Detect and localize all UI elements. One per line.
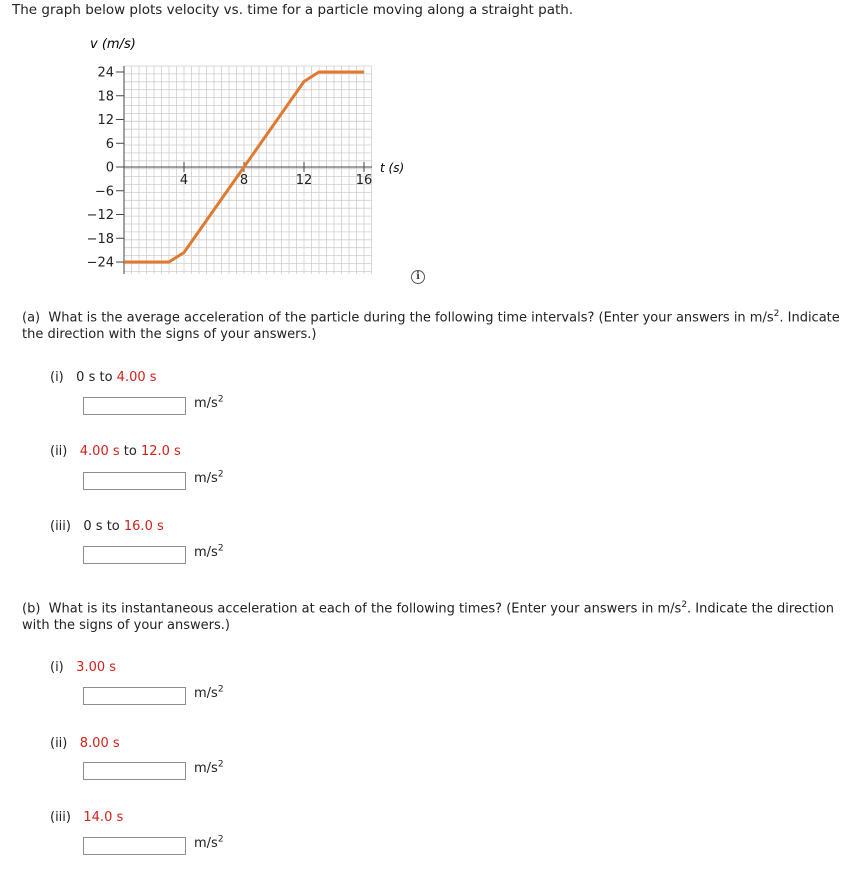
y-axis-label: v (m/s) [90, 37, 136, 52]
part-a-i-answer-input[interactable] [83, 397, 186, 415]
part-b-label: (b) [22, 601, 41, 617]
x-tick-label: 12 [295, 173, 313, 188]
info-icon[interactable]: i [411, 270, 425, 284]
x-tick-label: 16 [355, 173, 373, 188]
x-axis-label: t (s) [380, 161, 405, 175]
y-tick-label: −12 [86, 208, 114, 223]
part-b-question: (b) What is its instantaneous acceleration at each of the following times? (Enter your answers in $m/s^2$. Indicate the direction with the signs of your answers.) [22, 600, 835, 634]
x-tick-label: 4 [179, 173, 189, 188]
part-a-ii-unit: $m/s^2$ [194, 469, 224, 486]
part-b-item-2: (ii) 8.00 s [50, 736, 120, 751]
y-tick-label: 6 [105, 136, 114, 152]
velocity-time-graph [0, 0, 862, 300]
part-b-i-answer-input[interactable] [83, 687, 186, 705]
part-a-question: (a) What is the average acceleration of the particle during the following time intervals? (Enter your answers in $m/s^2$. Indicate the direction with the signs of your answers.) [22, 309, 840, 343]
part-b-ii-answer-input[interactable] [83, 762, 186, 780]
x-tick-label: 8 [239, 173, 249, 188]
y-tick-label: 24 [97, 65, 114, 81]
part-a-i-unit: $m/s^2$ [194, 394, 224, 411]
part-b-iii-answer-input[interactable] [83, 837, 186, 855]
part-a-item-2: (ii) 4.00 s to 12.0 s [50, 444, 181, 459]
part-a-iii-unit: $m/s^2$ [194, 543, 224, 560]
part-a-item-3: (iii) 0 s to 16.0 s [50, 519, 164, 534]
y-tick-label: −24 [86, 255, 114, 271]
part-b-item-3: (iii) 14.0 s [50, 810, 124, 825]
y-tick-label: 18 [97, 89, 114, 105]
y-tick-label: −6 [94, 184, 114, 200]
part-b-i-unit: $m/s^2$ [194, 684, 224, 701]
y-tick-label: 0 [105, 160, 114, 176]
part-a-ii-answer-input[interactable] [83, 472, 186, 490]
problem-intro: The graph below plots velocity vs. time for a particle moving along a straight path. [12, 2, 574, 18]
part-a-item-1: (i) 0 s to 4.00 s [50, 370, 157, 385]
y-tick-label: 12 [97, 113, 114, 128]
part-b-item-1: (i) 3.00 s [50, 660, 117, 675]
part-a-iii-answer-input[interactable] [83, 546, 186, 564]
grid [124, 66, 372, 274]
part-b-iii-unit: $m/s^2$ [194, 834, 224, 851]
y-tick-label: −18 [86, 231, 114, 247]
part-b-ii-unit: $m/s^2$ [194, 759, 224, 776]
part-a-label: (a) [22, 310, 41, 326]
